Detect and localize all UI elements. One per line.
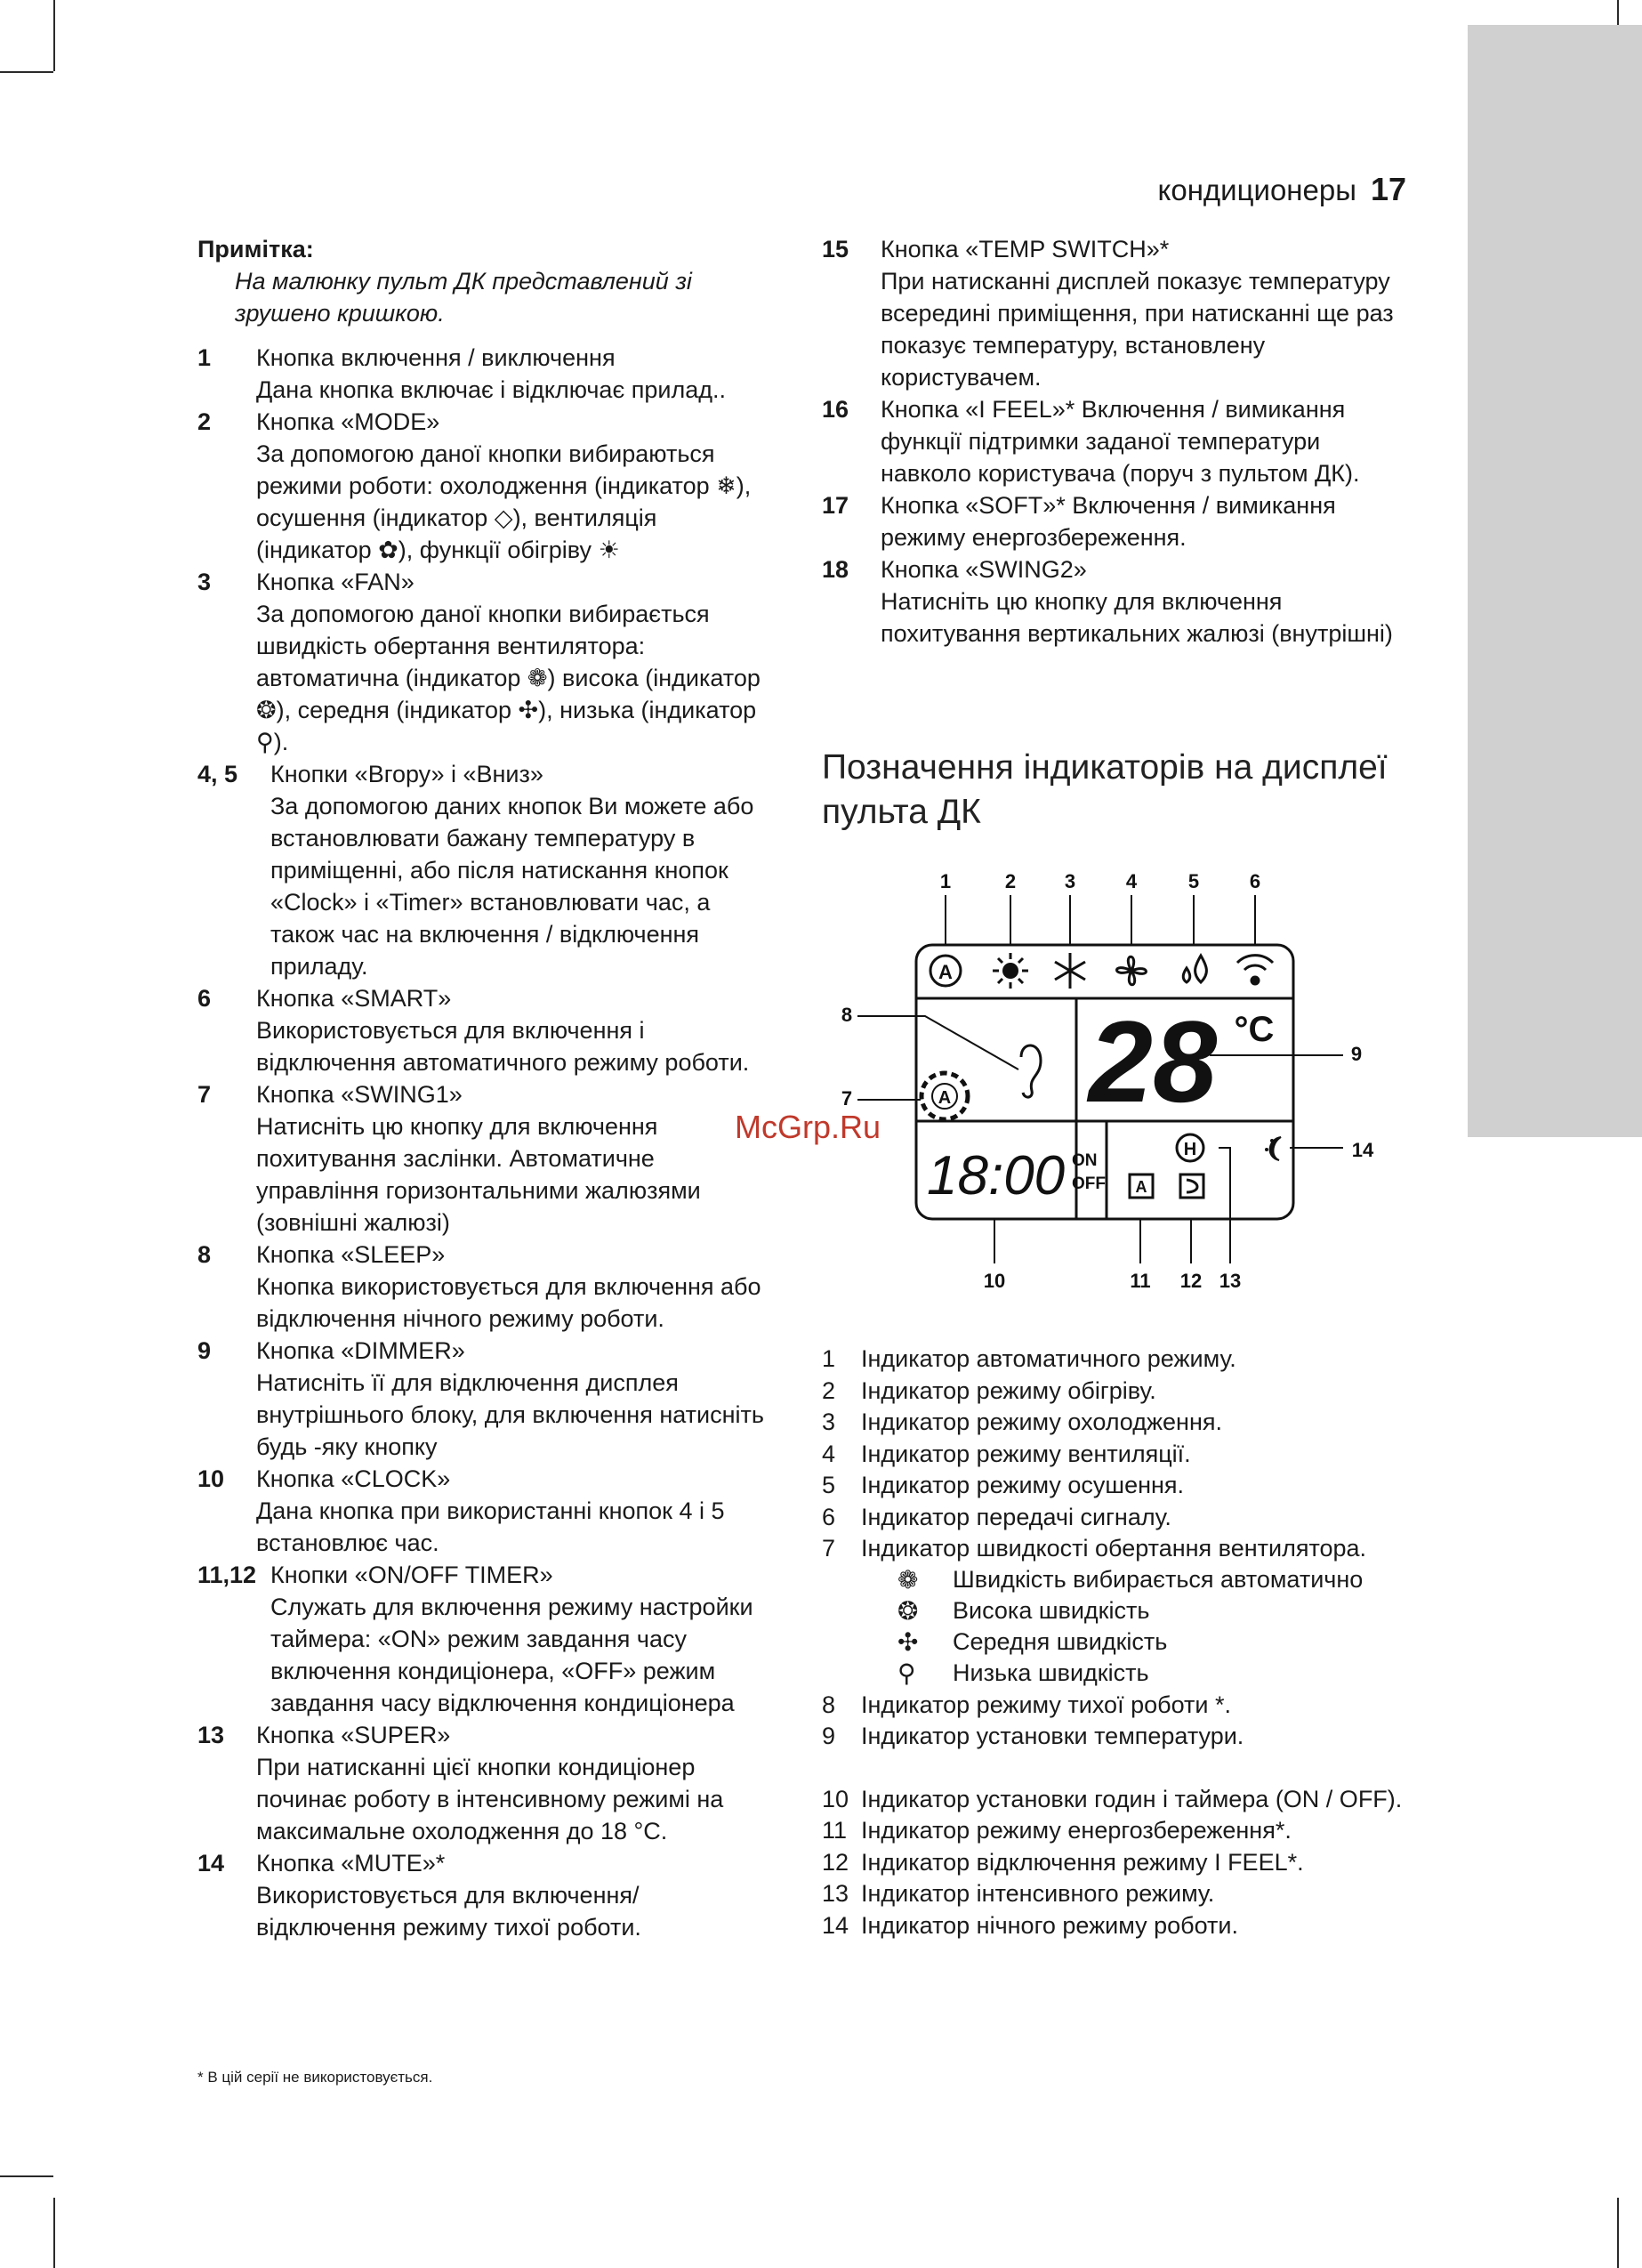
item-title: Кнопка «MUTE»*	[256, 1850, 446, 1877]
item-body	[881, 233, 1409, 393]
ifeel-off-icon	[1180, 1174, 1203, 1198]
right-column	[822, 233, 1409, 650]
legend-item	[822, 1784, 1427, 1816]
callout-7: 7	[841, 1087, 853, 1110]
callout-6: 6	[1249, 870, 1261, 892]
item-body	[256, 566, 776, 758]
header-title: кондиционеры	[1157, 174, 1356, 206]
fan-speed-icon: ✣	[897, 1628, 919, 1657]
numbered-item	[822, 553, 1409, 650]
item-body	[270, 1559, 776, 1719]
section-title: Позначення індикаторів на дисплеї пульта ДК	[822, 748, 1388, 831]
item-body	[881, 489, 1409, 553]
page-number: 17	[1370, 171, 1406, 207]
right-item-list	[822, 233, 1409, 650]
energy-save-icon	[1130, 1174, 1153, 1198]
legend-text: Індикатор автоматичного режиму.	[861, 1345, 1236, 1372]
item-title: Кнопка «TEMP SWITCH»*	[881, 236, 1170, 262]
numbered-item	[197, 758, 776, 982]
callout-9: 9	[1350, 1043, 1363, 1065]
dry-mode-icon	[1183, 956, 1206, 982]
item-body	[256, 1847, 776, 1943]
item-text: Натисніть її для відключення дисплея внутрішнього блоку, для включення натисніть будь -яку кнопку	[256, 1369, 764, 1460]
numbered-item	[822, 393, 1409, 489]
clock-value: 18:00	[927, 1145, 1066, 1207]
item-text: Використовується для включення і відключення автоматичного режиму роботи.	[256, 1017, 750, 1076]
item-title: Кнопка «I FEEL»* Включення / вимикання функції підтримки заданої температури навколо користувача (поруч з пультом ДК).	[881, 396, 1360, 487]
legend-text: Індикатор режиму обігріву.	[861, 1376, 1156, 1404]
item-number: 16	[822, 396, 849, 423]
numbered-item	[197, 1847, 776, 1943]
legend-item	[822, 1847, 1427, 1879]
legend-item	[822, 1502, 1427, 1534]
fan-speed-icon	[922, 1073, 968, 1119]
legend-item	[822, 1533, 1427, 1565]
legend-number: 4	[822, 1440, 836, 1467]
speed-item	[897, 1565, 1427, 1596]
fan-speed-legend	[822, 1565, 1427, 1690]
item-body	[256, 1239, 776, 1335]
callout-3: 3	[1064, 870, 1076, 892]
item-title: Кнопка «FAN»	[256, 569, 415, 595]
numbered-item	[197, 566, 776, 758]
ear-icon	[1021, 1045, 1041, 1097]
item-number: 1	[197, 344, 212, 371]
svg-text:A: A	[938, 1088, 952, 1108]
item-title: Кнопка «SWING2»	[881, 556, 1087, 583]
numbered-item	[197, 1559, 776, 1719]
item-title: Кнопка включення / виключення	[256, 344, 616, 371]
item-number: 9	[197, 1337, 212, 1364]
temperature-unit: °C	[1234, 1010, 1275, 1049]
note-text: На малюнку пульт ДК представлений зі зрушено кришкою.	[235, 268, 692, 327]
crop-mark	[53, 0, 55, 71]
legend-item	[822, 1721, 1427, 1753]
item-title: Кнопка «SUPER»	[256, 1722, 451, 1748]
note-title: Примітка:	[197, 236, 314, 262]
legend-text: Індикатор режиму охолодження.	[861, 1408, 1223, 1435]
callout-12: 12	[1179, 1270, 1203, 1292]
item-title: Кнопка «SOFT»* Включення / вимикання режиму енергозбереження.	[881, 492, 1336, 551]
item-number: 8	[197, 1241, 212, 1268]
callout-4: 4	[1125, 870, 1138, 892]
legend-text: Індикатор відключення режиму I FEEL*.	[861, 1848, 1304, 1876]
item-text: При натисканні дисплей показує температуру всередині приміщення, при натисканні ще раз показує температуру, встановлену користувачем.	[881, 268, 1394, 391]
legend-number: 14	[822, 1911, 849, 1939]
left-item-list	[197, 342, 776, 1943]
fan-mode-icon	[1117, 956, 1147, 985]
signal-icon	[1237, 956, 1273, 984]
callout-8: 8	[841, 1004, 853, 1026]
lcd-display-diagram	[827, 863, 1388, 1299]
numbered-item	[197, 342, 776, 406]
item-number: 18	[822, 556, 849, 583]
item-text: Служать для включення режиму настройки таймера: «ON» режим завдання часу включення кондиціонера, «OFF» режим завдання часу відключення кондиціонера	[270, 1594, 753, 1716]
legend-text: Індикатор швидкості обертання вентилятора.	[861, 1535, 1367, 1562]
crop-mark	[0, 2175, 53, 2177]
numbered-item	[197, 1239, 776, 1335]
numbered-item	[197, 1719, 776, 1847]
item-number: 3	[197, 569, 212, 595]
legend-number: 7	[822, 1535, 836, 1562]
side-tab	[1468, 25, 1642, 1137]
legend-text: Індикатор передачі сигналу.	[861, 1503, 1171, 1530]
legend-text: Індикатор установки температури.	[861, 1723, 1244, 1749]
item-number: 15	[822, 236, 849, 262]
on-label: ON	[1072, 1151, 1098, 1170]
item-number: 10	[197, 1465, 225, 1492]
indicator-legend	[822, 1344, 1427, 1941]
numbered-item	[197, 1463, 776, 1559]
legend-number: 11	[822, 1817, 848, 1844]
legend-item	[822, 1470, 1427, 1502]
heat-mode-icon	[993, 953, 1028, 989]
legend-item	[822, 1815, 1427, 1847]
temperature-value: 28	[1088, 997, 1218, 1126]
night-mode-icon	[1265, 1137, 1281, 1160]
item-body	[256, 1335, 776, 1463]
numbered-item	[822, 233, 1409, 393]
legend-item	[822, 1690, 1427, 1722]
item-body	[256, 342, 776, 406]
item-body	[881, 393, 1409, 489]
item-body	[256, 982, 776, 1078]
page-header	[1158, 171, 1406, 208]
callout-13: 13	[1219, 1270, 1242, 1292]
item-text: Натисніть цю кнопку для включення похитування вертикальних жалюзі (внутрішні)	[881, 588, 1393, 647]
item-number: 14	[197, 1850, 225, 1877]
item-title: Кнопка «CLOCK»	[256, 1465, 451, 1492]
fan-speed-icon: ❂	[897, 1597, 919, 1626]
item-body	[881, 553, 1409, 650]
item-body	[270, 758, 776, 982]
item-number: 2	[197, 408, 212, 435]
item-body	[256, 406, 776, 566]
legend-number: 6	[822, 1503, 836, 1530]
callout-14: 14	[1351, 1139, 1374, 1161]
item-number: 7	[197, 1081, 212, 1108]
watermark: McGrp.Ru	[735, 1109, 881, 1145]
item-number: 4, 5	[197, 761, 238, 787]
speed-item	[897, 1627, 1427, 1659]
crop-mark	[53, 2198, 55, 2268]
callout-1: 1	[939, 870, 952, 892]
speed-text: Швидкість вибирається автоматично	[953, 1566, 1364, 1594]
legend-item	[822, 1376, 1427, 1408]
fan-speed-icon: ❁	[897, 1566, 919, 1594]
callout-2: 2	[1004, 870, 1017, 892]
legend-text: Індикатор режиму тихої роботи *.	[861, 1691, 1231, 1718]
numbered-item	[197, 1335, 776, 1463]
item-text: За допомогою даної кнопки вибирається швидкість обертання вентилятора: автоматична (індикатор ❁) висока (індикатор ❂), середня (індикатор ✣), низька (індикатор ⚲).	[256, 601, 761, 755]
item-title: Кнопка «MODE»	[256, 408, 440, 435]
item-text: Натисніть цю кнопку для включення похитування заслінки. Автоматичне управління горизонтальними жалюзями (зовнішні жалюзі)	[256, 1113, 701, 1236]
item-text: Дана кнопка при використанні кнопок 4 і 5 встановлює час.	[256, 1497, 725, 1556]
item-text: За допомогою даних кнопок Ви можете або встановлювати бажану температуру в приміщенні, або після натискання кнопок «Clock» і «Timer» встановлювати час, а також час на включення / відключення приладу.	[270, 793, 754, 980]
speed-text: Низька швидкість	[953, 1659, 1149, 1687]
speed-text: Висока швидкість	[953, 1597, 1150, 1625]
legend-number: 13	[822, 1880, 849, 1907]
legend-item	[822, 1407, 1427, 1439]
callout-11: 11	[1130, 1270, 1151, 1292]
left-column	[197, 233, 776, 1943]
item-body	[256, 1078, 776, 1239]
legend-number: 1	[822, 1345, 836, 1372]
item-number: 6	[197, 985, 212, 1012]
svg-text:A: A	[1135, 1178, 1147, 1196]
legend-item	[822, 1878, 1427, 1910]
legend-number: 10	[822, 1785, 849, 1812]
item-title: Кнопки «Вгору» і «Вниз»	[270, 761, 543, 787]
item-text: За допомогою даної кнопки вибираються режими роботи: охолодження (індикатор ❄), осушення (індикатор ◇), вентиляція (індикатор ✿), функції обігріву ☀	[256, 440, 752, 563]
off-label: OFF	[1072, 1174, 1106, 1193]
item-title: Кнопка «SWING1»	[256, 1081, 463, 1108]
super-mode-icon	[1177, 1134, 1203, 1161]
item-number: 13	[197, 1722, 225, 1748]
speed-text: Середня швидкість	[953, 1628, 1168, 1656]
legend-text: Індикатор інтенсивного режиму.	[861, 1880, 1215, 1907]
legend-item	[822, 1344, 1427, 1376]
legend-number: 5	[822, 1472, 836, 1498]
crop-mark	[0, 71, 53, 73]
legend-number: 12	[822, 1848, 849, 1876]
item-text: Використовується для включення/ відключення режиму тихої роботи.	[256, 1882, 641, 1941]
numbered-item	[197, 406, 776, 566]
legend-number: 2	[822, 1376, 836, 1404]
legend-number: 8	[822, 1691, 836, 1718]
footnote: * В цій серії не використовується.	[197, 2069, 433, 2086]
item-title: Кнопка «SLEEP»	[256, 1241, 446, 1268]
legend-text: Індикатор нічного режиму роботи.	[861, 1911, 1238, 1939]
crop-mark	[1617, 2198, 1619, 2268]
item-text: При натисканні цієї кнопки кондиціонер починає роботу в інтенсивному режимі на максимальне охолодження до 18 °С.	[256, 1754, 724, 1844]
legend-text: Індикатор режиму осушення.	[861, 1472, 1185, 1498]
item-number: 11,12	[197, 1562, 257, 1588]
item-body	[256, 1463, 776, 1559]
legend-number: 9	[822, 1723, 836, 1749]
legend-text: Індикатор режиму вентиляції.	[861, 1440, 1191, 1467]
callout-5: 5	[1187, 870, 1200, 892]
legend-item	[822, 1910, 1427, 1942]
numbered-item	[197, 1078, 776, 1239]
legend-number: 3	[822, 1408, 836, 1435]
item-number: 17	[822, 492, 849, 519]
callout-10: 10	[983, 1270, 1006, 1292]
legend-item	[822, 1439, 1427, 1471]
cool-mode-icon	[1055, 953, 1085, 989]
auto-mode-icon	[930, 956, 961, 986]
svg-text:A: A	[938, 961, 953, 983]
item-title: Кнопка «DIMMER»	[256, 1337, 465, 1364]
item-title: Кнопки «ON/OFF TIMER»	[270, 1562, 553, 1588]
legend-text: Індикатор режиму енергозбереження*.	[861, 1817, 1292, 1844]
fan-speed-icon: ⚲	[897, 1659, 916, 1688]
speed-item	[897, 1596, 1427, 1627]
svg-text:H: H	[1183, 1140, 1197, 1159]
legend-text: Індикатор установки годин і таймера (ON / OFF).	[861, 1785, 1403, 1812]
item-body	[256, 1719, 776, 1847]
item-title: Кнопка «SMART»	[256, 985, 452, 1012]
numbered-item	[822, 489, 1409, 553]
item-text: Дана кнопка включає і відключає прилад..	[256, 376, 726, 403]
item-text: Кнопка використовується для включення або відключення нічного режиму роботи.	[256, 1273, 761, 1332]
speed-item	[897, 1659, 1427, 1690]
numbered-item	[197, 982, 776, 1078]
